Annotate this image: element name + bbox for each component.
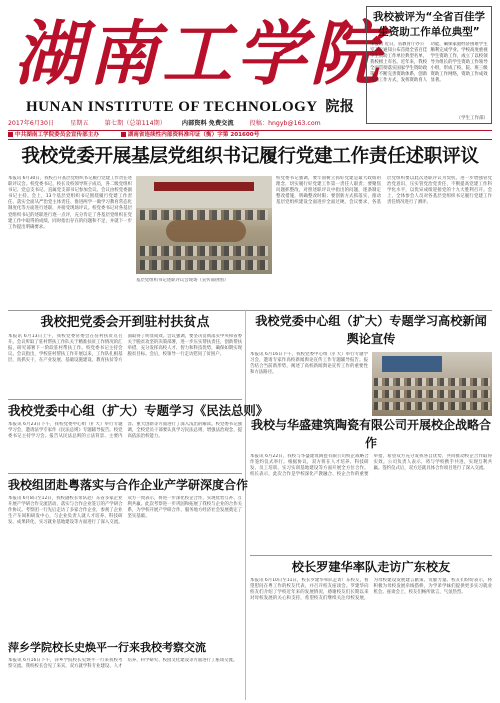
article-title-ceramics: 我校与华盛建筑陶瓷有限公司开展校企战略合作 <box>250 418 491 450</box>
issue-info-bar <box>8 118 364 130</box>
divider <box>8 473 242 474</box>
article-title-poverty: 我校把党委会开到驻村扶贫点 <box>40 315 210 330</box>
article-body-alumni: 本报讯 6月10日至11日，校长罗建华率队走访广东校友，看望慰问在粤工作的校友代表，并召开校友座谈会。罗建华向校友们介绍了学校近年来的发展情况，感谢校友们长期以来对母校发展的关心和支持，希望校友们继续关注母校发展，为母校建设发展建言献策、贡献力量。校友们纷纷表示，将积极为母校发展牵线搭桥，为学弟学妹们提供更多实习就业机会。座谈会上，校友们畅所欲言，气氛热烈。 <box>250 578 492 602</box>
permit: 湖南省连续性内部资料准印证（衡）字第 201600号 <box>121 132 260 138</box>
masthead <box>8 6 492 130</box>
divider <box>250 555 492 556</box>
masthead-english-name: HUNAN INSTITUTE OF TECHNOLOGY <box>26 99 318 115</box>
lead-photo <box>136 176 272 274</box>
lead-headline: 我校党委开展基层党组织书记履行党建工作责任述职评议 <box>21 146 479 167</box>
issue-contact: 投稿：hngyb@163.com <box>249 120 321 127</box>
issue-internal: 内部资料 免费交流 <box>181 120 234 127</box>
issue-number: 第七期（总第114期） <box>104 120 166 127</box>
side-news-source: （学生工作部） <box>456 116 488 121</box>
article-title-guangdong: 我校组团赴粤落实与合作企业产学研深度合作 <box>8 478 249 492</box>
article-body-poverty: 本报讯 6月13日上午，我校党委常委会在驻村扶贫点召开。会议听取了驻村帮扶工作队关于精准扶贫工作情况的汇报，研究部署下一阶段驻村帮扶工作。校党委书记主持会议。会议指出，学校驻村帮扶工作开展以来，工作队扎根基层，真抓实干，在产业发展、基础设施建设、教育扶贫等方面取得了明显成效。会议强调，要坚决贯彻落实中央和省委关于脱贫攻坚的决策部署，进一步压实帮扶责任，创新帮扶举措，充分发挥高校人才、智力和科技优势，确保如期实现脱贫目标。会后，校领导一行走访慰问了贫困户。 <box>8 334 242 364</box>
publisher: 中共湖南工学院委员会宣传部主办 <box>8 132 99 138</box>
side-news-title: 我校被评为“全省百佳学生资助工作单位典型” <box>373 11 485 38</box>
article-body-civil-code: 本报讯 6月23日下午，我校党委中心组（扩大）举行专题学习会，邀请法学专家作《民法总则》专题辅导报告。校党委书记主持学习会。报告从民法总则的立法背景、主要内容、重大创新等方面进行了深入浅出的解读。校党委书记强调，全校党员干部要认真学习民法总则，增强法治观念，提高依法治校能力。 <box>8 422 242 440</box>
article-title-alumni: 校长罗建华率队走访广东校友 <box>291 560 451 574</box>
square-bullet-icon <box>8 132 13 137</box>
side-news-body: 本报讯 近日，省教育厅办公室下发通知公布首批全省百佳学生资助工作单位典型名单，我校榜上有名。近年来，我校全面贯彻落实国家学生资助政策，不断完善资助体系，创新资助工作方式，发挥资助育人功能，确保家庭经济困难学生顺利完成学业。学校高度重视学生资助工作，成立了以校领导为组长的学生资助工作领导小组，形成了校、院、班三级资助工作网络，资助工作成效显著。 <box>370 42 488 83</box>
masthead-english <box>26 96 356 116</box>
side-news-box <box>366 6 492 124</box>
divider <box>8 310 492 311</box>
lead-article-right: 校党委书记强调，要牢固树立抓好党建是最大政绩的理念，切实履行好党建工作第一责任人职责；要聚焦问题抓整改，对照述职评议中指出的问题，逐条制定整改措施，明确整改时限；要创新方式抓落实，推动基层党组织建设全面进步全面过硬。会议要求，各基层党组织要以此次述职评议为契机，进一步增强管党治党意识，压实管党治党责任，不断提高党建工作科学化水平，以优异成绩迎接党的十九大胜利召开。会上，全体参会人员对各基层党组织书记履行党建工作责任情况进行了测评。 <box>276 176 492 206</box>
article-title-civil-code: 我校党委中心组（扩大）专题学习《民法总则》 <box>8 403 269 418</box>
article-title-pingxiang: 萍乡学院校长史焕平一行来我校考察交流 <box>8 641 206 654</box>
publisher-bar <box>8 130 492 140</box>
article-body-ceramics: 本报讯 6月22日，我校与华盛建筑陶瓷有限公司校企战略合作签约仪式举行。根据协议，双方将在人才培养、科技研发、员工培训、实习实训基地建设等方面开展全方位合作。校长表示，此次合作是学校深化产教融合、校企合作的重要举措，希望双方充分发挥各自优势，共同推动校企合作取得实效。公司负责人表示，将与学校携手共进，实现互利共赢。签约仪式后，双方还就具体合作项目进行了深入交流。 <box>250 454 492 478</box>
masthead-logo: 湖南工学院 <box>14 12 384 95</box>
media-study-photo <box>372 352 492 416</box>
divider <box>8 399 242 400</box>
square-bullet-icon <box>121 132 126 137</box>
lead-photo-caption: 基层党组织书记述职评议会现场（宣传部供图） <box>136 278 229 283</box>
masthead-subtitle: 院报 <box>325 100 355 115</box>
issue-weekday: 星期五 <box>70 120 89 127</box>
column-divider <box>245 310 246 700</box>
article-body-pingxiang: 本报讯 6月16日下午，萍乡学院校长史焕平一行来我校考察交流。我校校长会见了来宾，双方就学科专业建设、人才培养、科学研究、校园文化建设等方面进行了座谈交流。 <box>8 658 238 670</box>
article-body-guangdong: 本报讯 6月8日至12日，我校副校长带队赴广东省多家企业开展产学研合作交流活动，落实与合作企业签订的产学研合作协议。考察团一行先后走访了多家合作企业，参观了企业生产车间和研发中心，与企业负责人就人才培养、科技研发、成果转化、实习就业基地建设等方面进行了深入交流。双方一致表示，将进一步深化校企合作，实现优势互补、互利共赢。此次考察进一步巩固和拓展了我校与企业的合作关系，为学校开展产学研合作、服务地方经济社会发展奠定了坚实基础。 <box>8 496 242 526</box>
lead-article-left: 本报讯 6月30日，我校召开基层党组织书记履行党建工作责任述职评议会。校党委书记、校长及校领导班子成员，各二级党组织书记、党总支书记、直属党支部书记参加会议。会议由校党委副书记主持。会上，13个基层党组织书记围绕履行党建工作责任、落实全面从严治党主体责任、推进两学一做学习教育常态化制度化等方面进行述职，并接受现场评议。校党委书记对各基层党组织书记的述职进行逐一点评，充分肯定了各基层党组织在党建工作中取得的成绩，同时指出存在的问题和不足，并就下一步工作提出明确要求。 <box>8 176 132 230</box>
article-body-media: 本报讯 6月16日下午，我校党委中心组（扩大）举行专题学习会，邀请专家作高校新闻舆论宣传工作专题辅导报告。报告结合当前新形势，阐述了高校新闻舆论宣传工作的重要性和方法路径。 <box>250 352 368 376</box>
article-title-media: 我校党委中心组（扩大）专题学习高校新闻舆论宣传 <box>255 314 487 346</box>
issue-date: 2017年6月30日 <box>8 120 55 127</box>
